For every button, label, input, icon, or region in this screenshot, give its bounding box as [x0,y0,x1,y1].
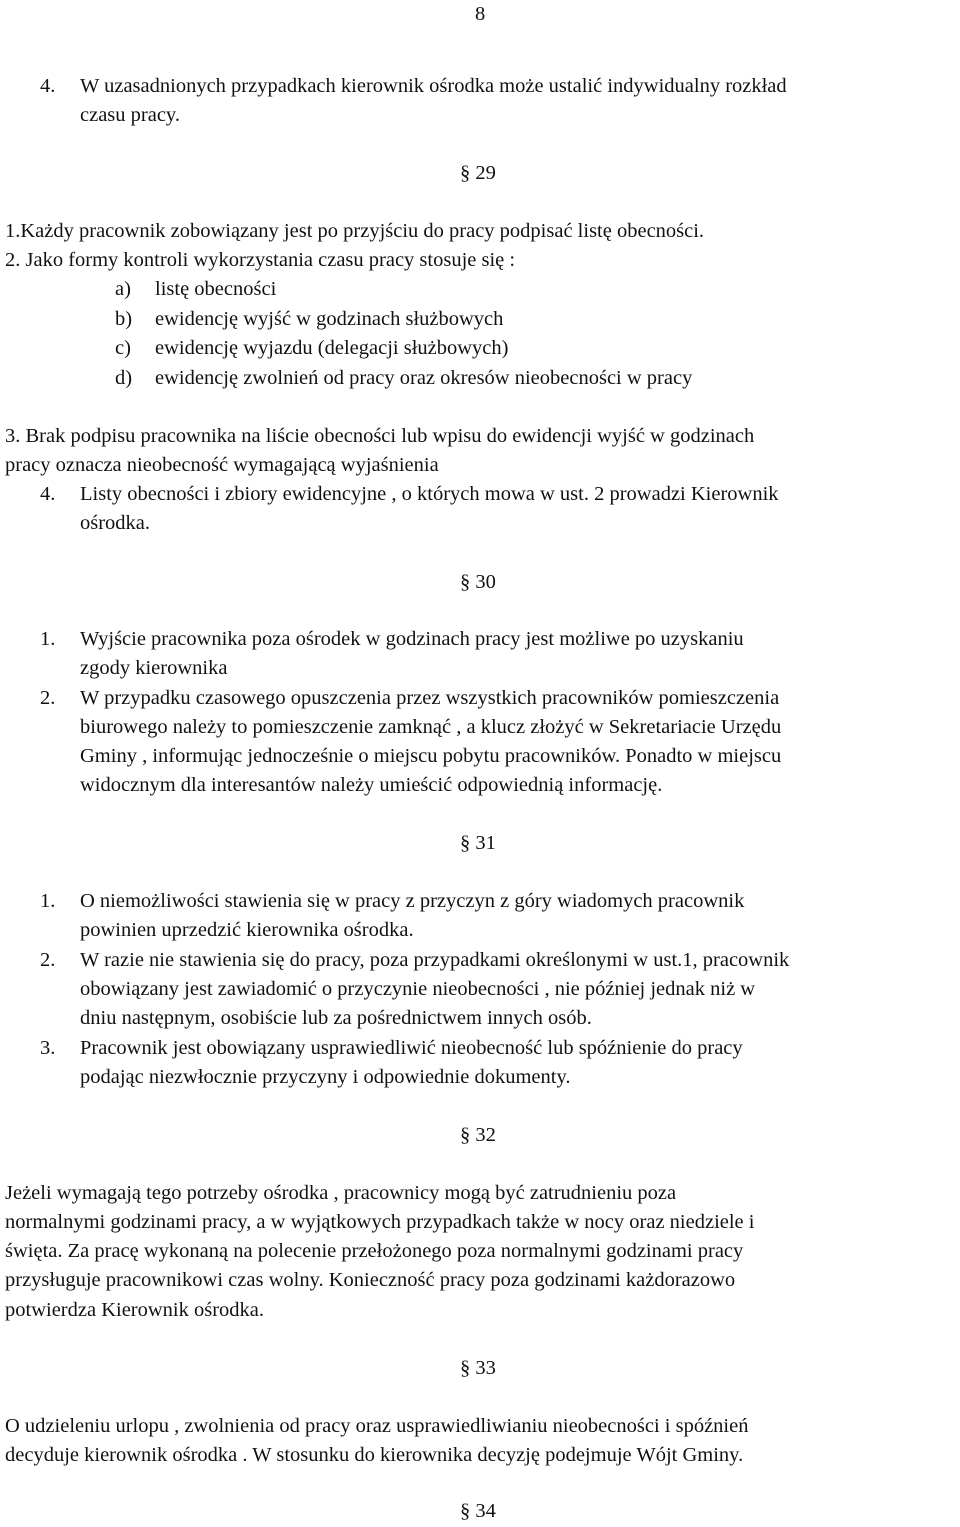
paragraph-line: W uzasadnionych przypadkach kierownik ośrodka może ustalić indywidualny rozkład [80,75,787,97]
paragraph-line: Pracownik jest obowiązany usprawiedliwić nieobecność lub spóźnienie do pracy [80,1037,743,1059]
list-number: 4. [40,483,56,505]
list-number: 1. [40,628,56,650]
list-marker: a) [115,278,131,300]
paragraph-line: 3. Brak podpisu pracownika na liście obecności lub wpisu do ewidencji wyjść w godzinach [5,425,755,447]
paragraph-line: biurowego należy to pomieszczenie zamknąć , a klucz złożyć w Sekretariacie Urzędu [80,716,782,738]
list-marker: d) [115,367,133,389]
list-item: ewidencję zwolnień od pracy oraz okresów nieobecności w pracy [155,367,693,389]
paragraph-line: Listy obecności i zbiory ewidencyjne , o których mowa w ust. 2 prowadzi Kierownik [80,483,779,505]
section-heading: § 31 [460,832,496,854]
list-item: listę obecności [155,278,277,300]
paragraph-line: Jeżeli wymagają tego potrzeby ośrodka , pracownicy mogą być zatrudnieniu poza [5,1182,677,1204]
paragraph-line: 2. Jako formy kontroli wykorzystania czasu pracy stosuje się : [5,249,516,271]
section-heading: § 32 [460,1124,496,1146]
list-number: 3. [40,1037,56,1059]
list-item: ewidencję wyjść w godzinach służbowych [155,308,504,330]
section-heading: § 29 [460,162,496,184]
paragraph-line: Wyjście pracownika poza ośrodek w godzinach pracy jest możliwe po uzyskaniu [80,628,744,650]
paragraph-line: widocznym dla interesantów należy umieścić odpowiednią informację. [80,774,663,796]
list-item: ewidencję wyjazdu (delegacji służbowych) [155,337,509,359]
list-number: 4. [40,75,56,97]
section-heading: § 33 [460,1357,496,1379]
paragraph-line: czasu pracy. [80,104,180,126]
list-marker: b) [115,308,133,330]
paragraph-line: normalnymi godzinami pracy, a w wyjątkowych przypadkach także w nocy oraz niedziele i [5,1211,755,1233]
paragraph-line: W razie nie stawienia się do pracy, poza przypadkami określonymi w ust.1, pracownik [80,949,790,971]
paragraph-line: W przypadku czasowego opuszczenia przez wszystkich pracowników pomieszczenia [80,687,780,709]
paragraph-line: O udzieleniu urlopu , zwolnienia od pracy oraz usprawiedliwianiu nieobecności i spóźnień [5,1415,749,1437]
paragraph-line: 1.Każdy pracownik zobowiązany jest po przyjściu do pracy podpisać listę obecności. [5,220,705,242]
list-marker: c) [115,337,131,359]
paragraph-line: ośrodka. [80,512,151,534]
section-heading: § 30 [460,571,496,593]
paragraph-line: podając niezwłocznie przyczyny i odpowiednie dokumenty. [80,1066,571,1088]
paragraph-line: O niemożliwości stawienia się w pracy z przyczyn z góry wiadomych pracownik [80,890,745,912]
paragraph-line: dniu następnym, osobiście lub za pośrednictwem innych osób. [80,1007,592,1029]
paragraph-line: zgody kierownika [80,657,228,679]
page-number: 8 [475,3,486,25]
paragraph-line: pracy oznacza nieobecność wymagającą wyjaśnienia [5,454,439,476]
paragraph-line: decyduje kierownik ośrodka . W stosunku do kierownika decyzję podejmuje Wójt Gminy. [5,1444,744,1466]
paragraph-line: przysługuje pracownikowi czas wolny. Konieczność pracy poza godzinami każdorazowo [5,1269,736,1291]
list-number: 2. [40,687,56,709]
paragraph-line: Gminy , informując jednocześnie o miejscu pobytu pracowników. Ponadto w miejscu [80,745,782,767]
paragraph-line: święta. Za pracę wykonaną na polecenie przełożonego poza normalnymi godzinami pracy [5,1240,744,1262]
section-heading: § 34 [460,1500,496,1522]
list-number: 1. [40,890,56,912]
paragraph-line: obowiązany jest zawiadomić o przyczynie nieobecności , nie później jednak niż w [80,978,756,1000]
list-number: 2. [40,949,56,971]
paragraph-line: powinien uprzedzić kierownika ośrodka. [80,919,414,941]
paragraph-line: potwierdza Kierownik ośrodka. [5,1299,265,1321]
